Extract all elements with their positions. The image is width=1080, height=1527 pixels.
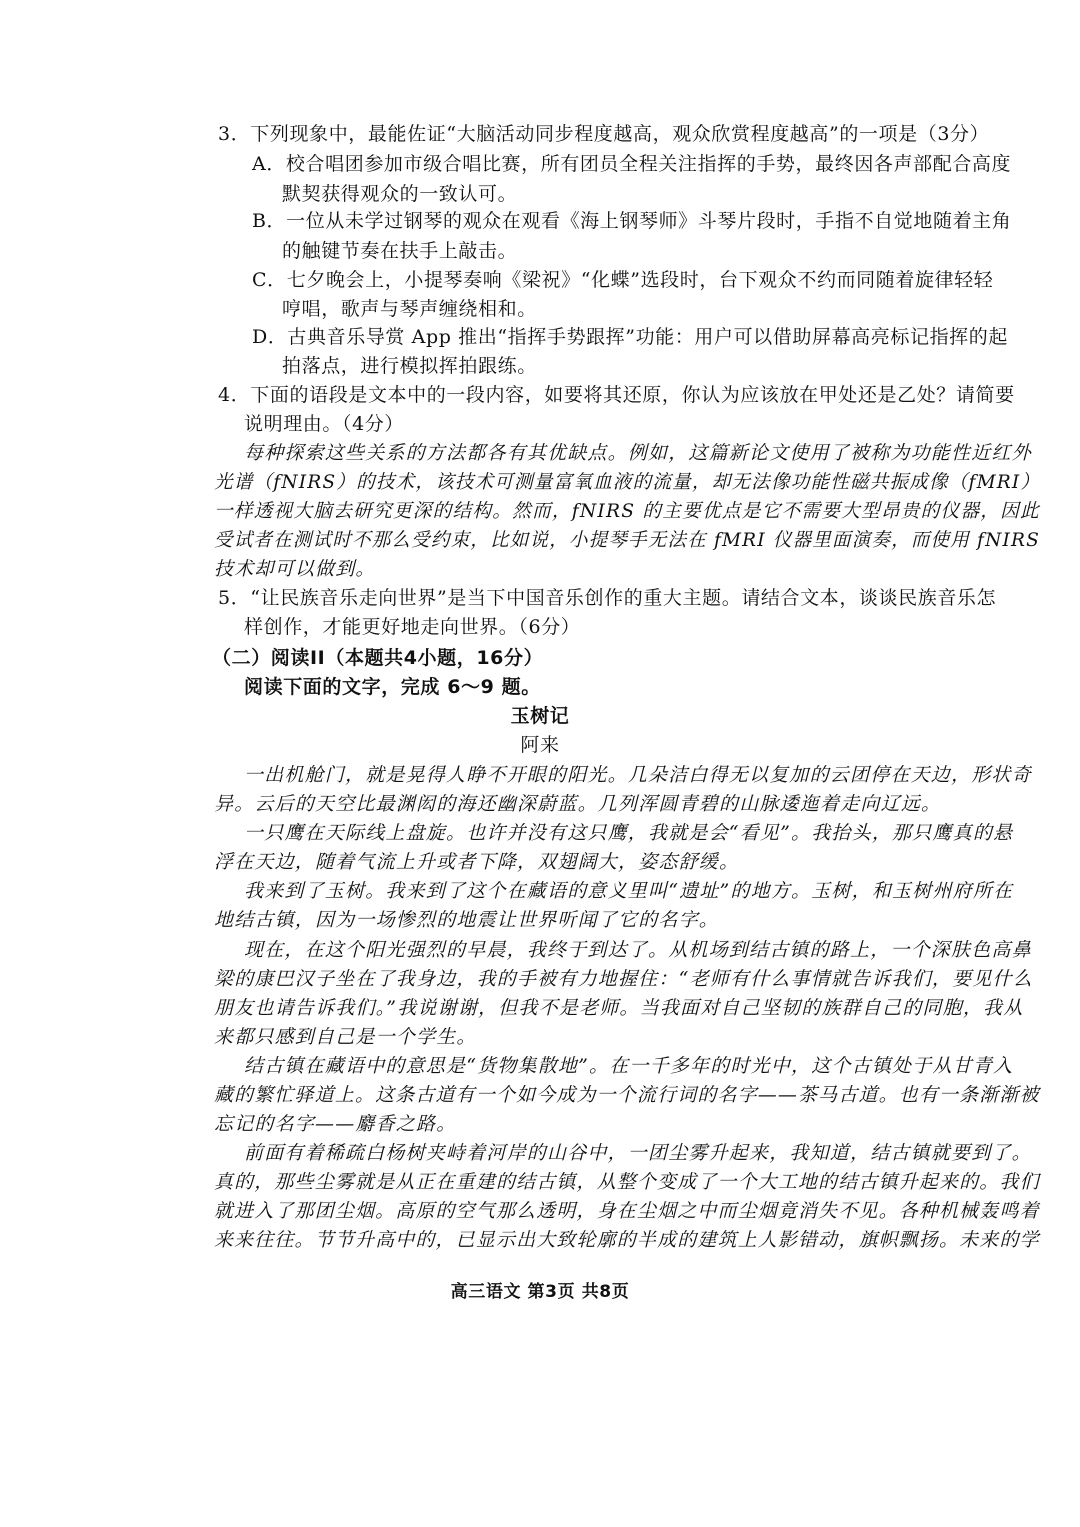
- article-line: 前面有着稀疏白杨树夹峙着河岸的山谷中，一团尘雾升起来，我知道，结古镇就要到了。: [244, 1142, 1032, 1164]
- article-line: 真的，那些尘雾就是从正在重建的结古镇，从整个变成了一个大工地的结古镇升起来的。我们: [214, 1171, 1040, 1193]
- article-line: 浮在天边，随着气流上升或者下降，双翅阔大，姿态舒缓。: [214, 851, 740, 873]
- article-line: 异。云后的天空比最渊闳的海还幽深蔚蓝。几列浑圆青碧的山脉逶迤着走向辽远。: [214, 793, 942, 815]
- q3-stem: 3．下列现象中，最能佐证“大脑活动同步程度越高，观众欣赏程度越高”的一项是（3分）: [218, 123, 990, 145]
- article-line: 梁的康巴汉子坐在了我身边，我的手被有力地握住：“老师有什么事情就告诉我们，要见什么: [214, 968, 1033, 990]
- page-footer: 高三语文 第3页 共8页: [450, 1282, 630, 1302]
- article-line: 来来往往。节节升高中的，已显示出大致轮廓的半成的建筑上人影错动，旗帜飘扬。未来的学: [214, 1229, 1040, 1251]
- article-line: 一出机舱门，就是晃得人睁不开眼的阳光。几朵洁白得无以复加的云团停在天边，形状奇: [244, 764, 1032, 786]
- article-author: 阿来: [520, 734, 560, 756]
- article-line: 朋友也请告诉我们。”我说谢谢，但我不是老师。当我面对自己坚韧的族群自己的同胞，我从: [214, 997, 1024, 1019]
- q4-stem: 4．下面的语段是文本中的一段内容，如要将其还原，你认为应该放在甲处还是乙处？请简要: [218, 384, 1015, 406]
- article-line: 忘记的名字——麝香之路。: [214, 1113, 457, 1135]
- q4-passage-line: 每种探索这些关系的方法都各有其优缺点。例如，这篇新论文使用了被称为功能性近红外: [244, 442, 1032, 464]
- q4-stem-cont: 说明理由。（4分）: [244, 413, 404, 435]
- q4-passage-line: 受试者在测试时不那么受约束，比如说，小提琴手无法在 fMRI 仪器里面演奏，而使用 fNIRS: [214, 529, 1041, 551]
- q4-passage-line: 一样透视大脑去研究更深的结构。然而，fNIRS 的主要优点是它不需要大型昂贵的仪器，因此: [214, 500, 1040, 522]
- q3-option-b-cont: 的触键节奏在扶手上敲击。: [282, 240, 518, 262]
- q3-option-b: B．一位从未学过钢琴的观众在观看《海上钢琴师》斗琴片段时，手指不自觉地随着主角: [252, 210, 1012, 232]
- q4-passage-line: 光谱（fNIRS）的技术，该技术可测量富氧血液的流量，却无法像功能性磁共振成像（fMRI）: [214, 471, 1041, 493]
- article-line: 就进入了那团尘烟。高原的空气那么透明，身在尘烟之中而尘烟竟消失不见。各种机械轰鸣着: [214, 1200, 1040, 1222]
- q3-option-d-cont: 拍落点，进行模拟挥拍跟练。: [282, 355, 537, 377]
- q3-option-a: A．校合唱团参加市级合唱比赛，所有团员全程关注指挥的手势，最终因各声部配合高度: [252, 153, 1012, 175]
- section-instruction: 阅读下面的文字，完成 6～9 题。: [244, 676, 541, 698]
- article-line: 结古镇在藏语中的意思是“货物集散地”。在一千多年的时光中，这个古镇处于从甘青入: [244, 1055, 1014, 1077]
- q3-option-d: D．古典音乐导赏 App 推出“指挥手势跟挥”功能：用户可以借助屏幕高亮标记指挥的起: [252, 326, 1008, 348]
- article-line: 来都只感到自己是一个学生。: [214, 1026, 477, 1048]
- article-title: 玉树记: [510, 705, 570, 727]
- article-line: 藏的繁忙驿道上。这条古道有一个如今成为一个流行词的名字——茶马古道。也有一条渐渐被: [214, 1084, 1040, 1106]
- article-line: 一只鹰在天际线上盘旋。也许并没有这只鹰，我就是会“看见”。我抬头，那只鹰真的悬: [244, 822, 1014, 844]
- q4-passage-line: 技术却可以做到。: [214, 558, 376, 580]
- section-heading: （二）阅读II（本题共4小题，16分）: [212, 647, 544, 669]
- q3-option-a-cont: 默契获得观众的一致认可。: [282, 183, 518, 205]
- q5-stem-cont: 样创作，才能更好地走向世界。（6分）: [244, 616, 581, 638]
- article-line: 我来到了玉树。我来到了这个在藏语的意义里叫“遗址”的地方。玉树，和玉树州府所在: [244, 880, 1014, 902]
- q3-option-c-cont: 哼唱，歌声与琴声缠绕相和。: [282, 298, 537, 320]
- q3-option-c: C．七夕晚会上，小提琴奏响《梁祝》“化蝶”选段时，台下观众不约而同随着旋律轻轻: [252, 269, 994, 291]
- q5-stem: 5．“让民族音乐走向世界”是当下中国音乐创作的重大主题。请结合文本，谈谈民族音乐怎: [218, 587, 997, 609]
- article-line: 地结古镇，因为一场惨烈的地震让世界听闻了它的名字。: [214, 909, 720, 931]
- article-line: 现在，在这个阳光强烈的早晨，我终于到达了。从机场到结古镇的路上，一个深肤色高鼻: [244, 939, 1032, 961]
